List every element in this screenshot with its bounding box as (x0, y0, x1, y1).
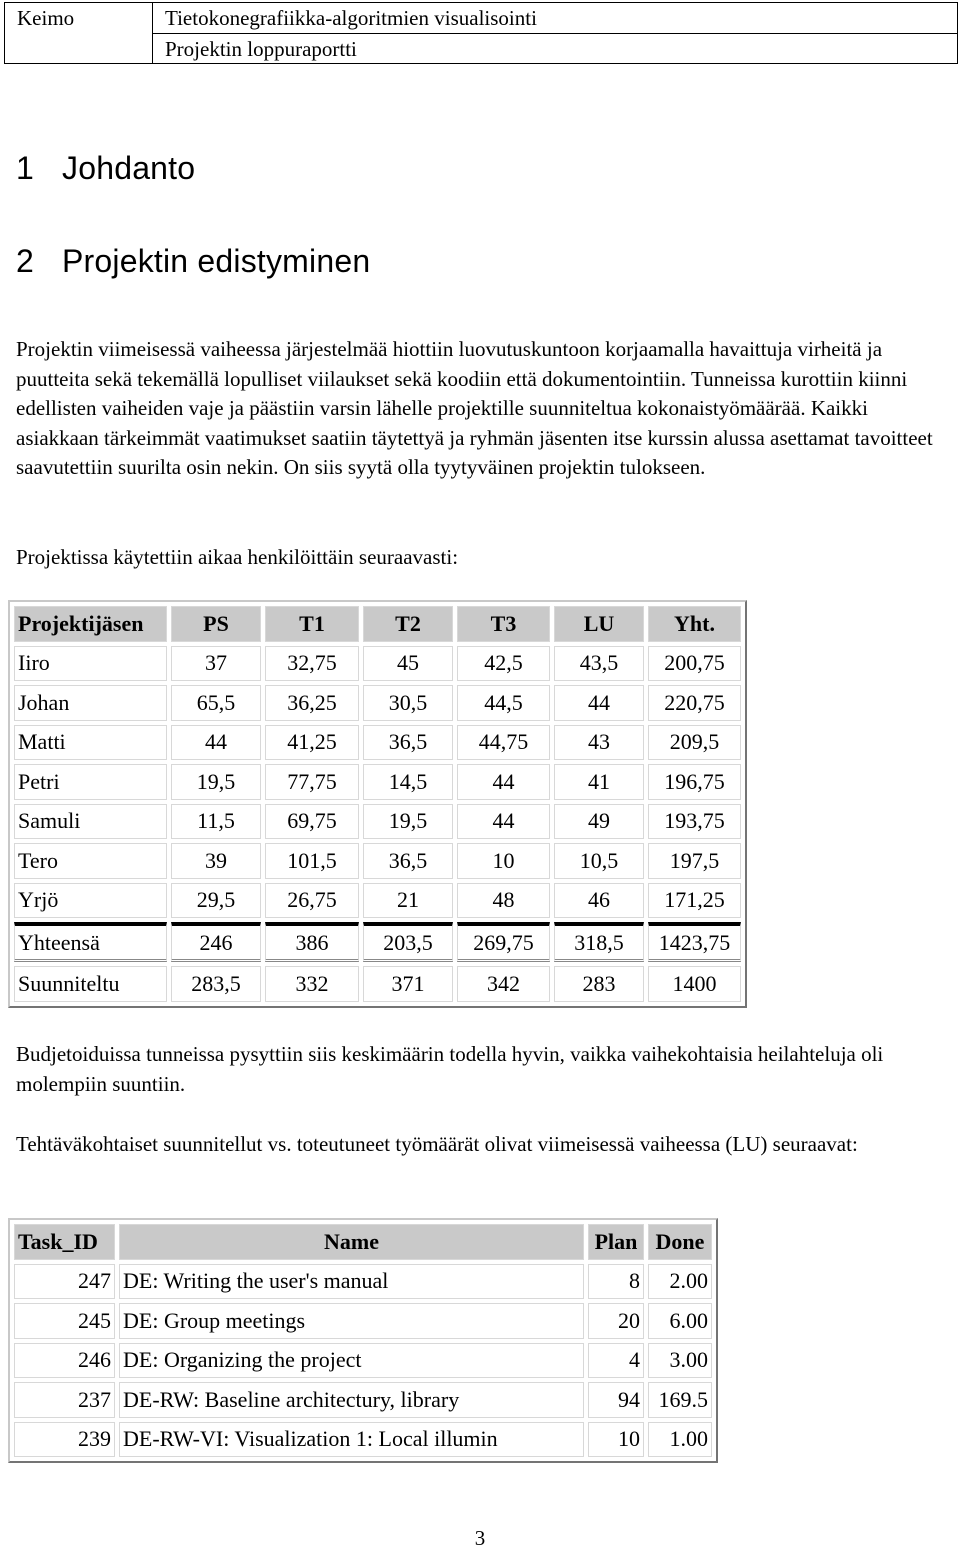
budget-paragraph: Budjetoiduissa tunneissa pysyttiin siis keskimäärin todella hyvin, vaikka vaihekohtaisia heilahteluja oli molempiin suuntiin. (16, 1042, 884, 1096)
done-cell: 1.00 (648, 1422, 712, 1458)
total-cell: 200,75 (648, 646, 741, 682)
table-row (14, 1343, 712, 1379)
total-value-cell: 318,5 (554, 922, 644, 962)
table-row (14, 1422, 712, 1458)
column-header: Plan (588, 1224, 644, 1260)
total-cell: 220,75 (648, 685, 741, 721)
task-name-cell: DE: Writing the user's manual (119, 1264, 584, 1300)
member-cell: Iiro (14, 646, 167, 682)
total-cell: 171,25 (648, 883, 741, 919)
task-id-cell: 245 (14, 1303, 115, 1339)
hours-cell: 19,5 (171, 764, 261, 800)
member-cell: Matti (14, 725, 167, 761)
column-header: T3 (457, 606, 550, 642)
hours-table (8, 600, 747, 1008)
hours-cell: 11,5 (171, 804, 261, 840)
header-document-title: Projektin loppuraportti (165, 37, 357, 61)
total-label-cell: Yhteensä (14, 922, 167, 962)
table-row (14, 804, 741, 840)
table-row (14, 883, 741, 919)
table-header-row (14, 606, 741, 642)
hours-cell: 45 (363, 646, 453, 682)
total-value-cell: 1423,75 (648, 922, 741, 962)
planned-value-cell: 371 (363, 966, 453, 1002)
planned-value-cell: 342 (457, 966, 550, 1002)
planned-label-cell: Suunniteltu (14, 966, 167, 1002)
table-row (14, 646, 741, 682)
table-row (14, 764, 741, 800)
plan-cell: 20 (588, 1303, 644, 1339)
hours-intro-paragraph: Projektissa käytettiin aikaa henkilöittäin seuraavasti: (16, 545, 459, 569)
column-header: Done (648, 1224, 712, 1260)
column-header: Yht. (648, 606, 741, 642)
section-heading-introduction (16, 150, 195, 187)
hours-cell: 48 (457, 883, 550, 919)
section-number: 1 (16, 150, 34, 186)
task-table (8, 1218, 718, 1463)
hours-cell: 36,25 (265, 685, 359, 721)
member-cell: Samuli (14, 804, 167, 840)
task-name-cell: DE: Organizing the project (119, 1343, 584, 1379)
total-cell: 209,5 (648, 725, 741, 761)
hours-cell: 69,75 (265, 804, 359, 840)
table-row (14, 1264, 712, 1300)
member-cell: Yrjö (14, 883, 167, 919)
document-header (4, 2, 958, 64)
hours-cell: 49 (554, 804, 644, 840)
hours-cell: 36,5 (363, 843, 453, 879)
plan-cell: 4 (588, 1343, 644, 1379)
column-header: T2 (363, 606, 453, 642)
hours-cell: 46 (554, 883, 644, 919)
done-cell: 3.00 (648, 1343, 712, 1379)
done-cell: 169.5 (648, 1382, 712, 1418)
hours-cell: 29,5 (171, 883, 261, 919)
hours-cell: 42,5 (457, 646, 550, 682)
column-header: Projektijäsen (14, 606, 167, 642)
task-name-cell: DE-RW-VI: Visualization 1: Local illumin (119, 1422, 584, 1458)
total-value-cell: 269,75 (457, 922, 550, 962)
total-row (14, 922, 741, 962)
hours-cell: 101,5 (265, 843, 359, 879)
planned-value-cell: 1400 (648, 966, 741, 1002)
hours-cell: 44,5 (457, 685, 550, 721)
total-value-cell: 246 (171, 922, 261, 962)
hours-cell: 44 (457, 764, 550, 800)
member-cell: Tero (14, 843, 167, 879)
task-name-cell: DE-RW: Baseline architectury, library (119, 1382, 584, 1418)
total-cell: 193,75 (648, 804, 741, 840)
task-id-cell: 239 (14, 1422, 115, 1458)
column-header: T1 (265, 606, 359, 642)
plan-cell: 10 (588, 1422, 644, 1458)
total-cell: 197,5 (648, 843, 741, 879)
section-heading-progress (16, 243, 370, 280)
done-cell: 2.00 (648, 1264, 712, 1300)
header-author: Keimo (5, 3, 153, 63)
table-header-row (14, 1224, 712, 1260)
tasks-intro-paragraph: Tehtäväkohtaiset suunnitellut vs. toteutuneet työmäärät olivat viimeisessä vaiheessa (LU) seuraavat: (16, 1132, 858, 1156)
member-cell: Petri (14, 764, 167, 800)
hours-cell: 44 (457, 804, 550, 840)
plan-cell: 94 (588, 1382, 644, 1418)
table-row (14, 1303, 712, 1339)
table-row (14, 843, 741, 879)
table-row (14, 725, 741, 761)
column-header: LU (554, 606, 644, 642)
total-cell: 196,75 (648, 764, 741, 800)
hours-cell: 43,5 (554, 646, 644, 682)
hours-cell: 14,5 (363, 764, 453, 800)
done-cell: 6.00 (648, 1303, 712, 1339)
task-id-cell: 246 (14, 1343, 115, 1379)
total-value-cell: 203,5 (363, 922, 453, 962)
hours-cell: 36,5 (363, 725, 453, 761)
plan-cell: 8 (588, 1264, 644, 1300)
hours-cell: 21 (363, 883, 453, 919)
column-header: PS (171, 606, 261, 642)
hours-cell: 30,5 (363, 685, 453, 721)
member-cell: Johan (14, 685, 167, 721)
table-row (14, 685, 741, 721)
planned-value-cell: 283 (554, 966, 644, 1002)
hours-cell: 65,5 (171, 685, 261, 721)
section-title: Johdanto (62, 150, 196, 186)
section-title: Projektin edistyminen (62, 243, 371, 279)
hours-cell: 10,5 (554, 843, 644, 879)
table-row (14, 1382, 712, 1418)
planned-value-cell: 283,5 (171, 966, 261, 1002)
column-header: Task_ID (14, 1224, 115, 1260)
page-number: 3 (474, 1526, 486, 1550)
section-number: 2 (16, 243, 34, 279)
hours-cell: 32,75 (265, 646, 359, 682)
hours-cell: 43 (554, 725, 644, 761)
hours-cell: 41 (554, 764, 644, 800)
hours-cell: 41,25 (265, 725, 359, 761)
task-id-cell: 237 (14, 1382, 115, 1418)
hours-cell: 77,75 (265, 764, 359, 800)
hours-cell: 37 (171, 646, 261, 682)
hours-cell: 39 (171, 843, 261, 879)
progress-paragraph: Projektin viimeisessä vaiheessa järjestelmää hiottiin luovutuskuntoon korjaamalla havaittuja virheitä ja puutteita sekä tekemällä lopulliset viilaukset sekä koodiin että dokumentointiin. Tunneissa kurottiin kiinni edellisten vaiheiden vaje ja päästiin varsin lähelle projektille suunniteltua kokonaistyömäärää. Kaikki asiakkaan tärkeimmät vaatimukset saatiin täytettyä ja ryhmän jäsenten itse kurssin alussa asettamat tavoitteet saavutettiin suurilta osin nekin. On siis syytä olla tyytyväinen projektin tulokseen. (16, 337, 933, 479)
task-name-cell: DE: Group meetings (119, 1303, 584, 1339)
hours-cell: 26,75 (265, 883, 359, 919)
hours-cell: 44,75 (457, 725, 550, 761)
hours-cell: 44 (171, 725, 261, 761)
column-header: Name (119, 1224, 584, 1260)
task-id-cell: 247 (14, 1264, 115, 1300)
hours-cell: 44 (554, 685, 644, 721)
planned-row (14, 966, 741, 1002)
total-value-cell: 386 (265, 922, 359, 962)
planned-value-cell: 332 (265, 966, 359, 1002)
hours-cell: 19,5 (363, 804, 453, 840)
header-project-title: Tietokonegrafiikka-algoritmien visualisointi (153, 3, 957, 34)
hours-cell: 10 (457, 843, 550, 879)
